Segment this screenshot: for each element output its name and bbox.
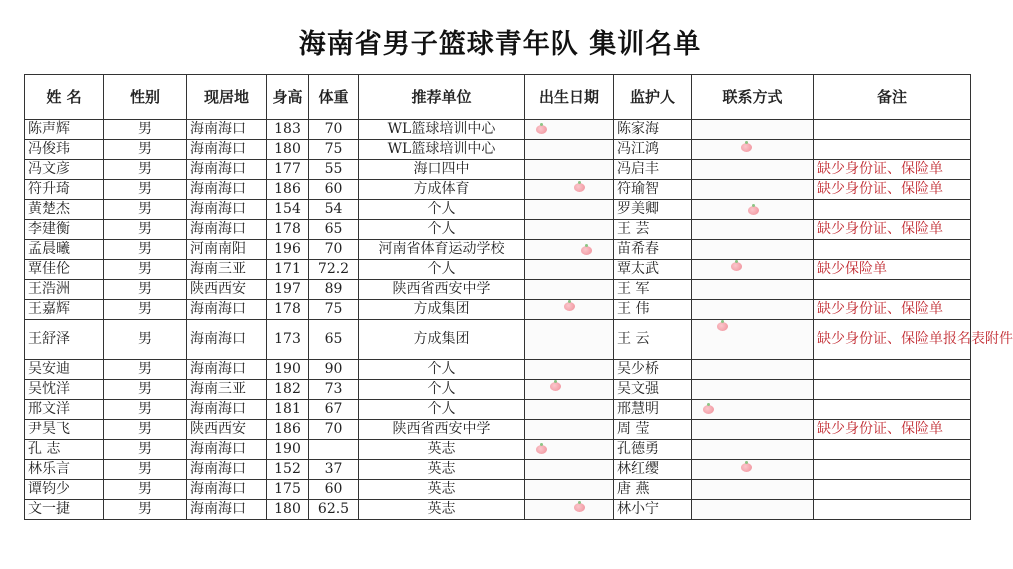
table-row xyxy=(25,260,971,280)
table-row xyxy=(25,240,971,260)
cell-contact-redacted xyxy=(692,160,814,180)
col-header-height: 身高 xyxy=(267,75,309,120)
cell-name: 吴安迪 xyxy=(25,360,104,380)
cell-sex: 男 xyxy=(104,480,187,500)
cell-note: 缺少保险单 xyxy=(814,260,971,280)
cell-height: 177 xyxy=(267,160,309,180)
cell-unit: 个人 xyxy=(359,360,525,380)
cell-note xyxy=(814,240,971,260)
col-header-sex: 性别 xyxy=(104,75,187,120)
cell-note xyxy=(814,440,971,460)
cell-unit: 陕西省西安中学 xyxy=(359,420,525,440)
cell-weight: 60 xyxy=(309,480,359,500)
cell-note: 缺少身份证、保险单 xyxy=(814,220,971,240)
cell-height: 183 xyxy=(267,120,309,140)
cell-unit: 英志 xyxy=(359,440,525,460)
cell-birthdate-redacted xyxy=(525,280,614,300)
cell-contact-redacted xyxy=(692,120,814,140)
cell-residence: 海南海口 xyxy=(187,400,267,420)
cell-unit: 个人 xyxy=(359,400,525,420)
cell-height: 178 xyxy=(267,220,309,240)
cell-guardian: 吴少桥 xyxy=(614,360,692,380)
cell-birthdate-redacted xyxy=(525,320,614,360)
cell-contact-redacted xyxy=(692,260,814,280)
cell-weight: 55 xyxy=(309,160,359,180)
cell-unit: 方成集团 xyxy=(359,320,525,360)
cell-guardian: 冯江鸿 xyxy=(614,140,692,160)
cell-sex: 男 xyxy=(104,280,187,300)
cell-sex: 男 xyxy=(104,440,187,460)
cell-sex: 男 xyxy=(104,360,187,380)
cell-guardian: 符瑜智 xyxy=(614,180,692,200)
cell-residence: 海南海口 xyxy=(187,440,267,460)
cell-guardian: 林小宁 xyxy=(614,500,692,520)
peach-sticker-icon xyxy=(574,183,585,192)
cell-residence: 海南三亚 xyxy=(187,260,267,280)
cell-birthdate-redacted xyxy=(525,300,614,320)
cell-weight: 65 xyxy=(309,220,359,240)
cell-unit: 方成体育 xyxy=(359,180,525,200)
cell-name: 谭钧少 xyxy=(25,480,104,500)
table-row xyxy=(25,200,971,220)
header-row xyxy=(25,75,971,120)
cell-name: 孟晨曦 xyxy=(25,240,104,260)
cell-name: 符升琦 xyxy=(25,180,104,200)
cell-guardian: 王 芸 xyxy=(614,220,692,240)
cell-birthdate-redacted xyxy=(525,440,614,460)
cell-guardian: 陈家海 xyxy=(614,120,692,140)
cell-note xyxy=(814,200,971,220)
cell-birthdate-redacted xyxy=(525,180,614,200)
cell-guardian: 王 伟 xyxy=(614,300,692,320)
cell-unit: 个人 xyxy=(359,200,525,220)
cell-birthdate-redacted xyxy=(525,240,614,260)
col-header-residence: 现居地 xyxy=(187,75,267,120)
table-row xyxy=(25,360,971,380)
cell-unit: 方成集团 xyxy=(359,300,525,320)
cell-contact-redacted xyxy=(692,380,814,400)
cell-residence: 陕西西安 xyxy=(187,280,267,300)
cell-sex: 男 xyxy=(104,320,187,360)
cell-sex: 男 xyxy=(104,460,187,480)
cell-contact-redacted xyxy=(692,140,814,160)
cell-note xyxy=(814,480,971,500)
cell-guardian: 孔德勇 xyxy=(614,440,692,460)
cell-note: 缺少身份证、保险单报名表附件 xyxy=(814,320,971,360)
cell-unit: 河南省体育运动学校 xyxy=(359,240,525,260)
cell-weight: 90 xyxy=(309,360,359,380)
cell-guardian: 覃太武 xyxy=(614,260,692,280)
cell-birthdate-redacted xyxy=(525,460,614,480)
cell-name: 陈声辉 xyxy=(25,120,104,140)
cell-height: 173 xyxy=(267,320,309,360)
col-header-note: 备注 xyxy=(814,75,971,120)
cell-note xyxy=(814,280,971,300)
cell-name: 吴忱洋 xyxy=(25,380,104,400)
cell-birthdate-redacted xyxy=(525,200,614,220)
cell-residence: 海南海口 xyxy=(187,160,267,180)
cell-weight: 65 xyxy=(309,320,359,360)
cell-contact-redacted xyxy=(692,320,814,360)
cell-sex: 男 xyxy=(104,160,187,180)
cell-weight: 73 xyxy=(309,380,359,400)
cell-residence: 海南海口 xyxy=(187,220,267,240)
cell-height: 190 xyxy=(267,440,309,460)
cell-unit: 海口四中 xyxy=(359,160,525,180)
cell-residence: 海南海口 xyxy=(187,360,267,380)
cell-name: 林乐言 xyxy=(25,460,104,480)
cell-birthdate-redacted xyxy=(525,120,614,140)
cell-unit: 英志 xyxy=(359,500,525,520)
cell-weight: 70 xyxy=(309,420,359,440)
cell-height: 190 xyxy=(267,360,309,380)
cell-contact-redacted xyxy=(692,400,814,420)
cell-name: 邢文洋 xyxy=(25,400,104,420)
cell-residence: 海南海口 xyxy=(187,200,267,220)
cell-residence: 海南海口 xyxy=(187,180,267,200)
cell-height: 182 xyxy=(267,380,309,400)
cell-weight: 60 xyxy=(309,180,359,200)
cell-birthdate-redacted xyxy=(525,380,614,400)
cell-height: 175 xyxy=(267,480,309,500)
cell-height: 152 xyxy=(267,460,309,480)
cell-name: 孔 志 xyxy=(25,440,104,460)
cell-note: 缺少身份证、保险单 xyxy=(814,160,971,180)
peach-sticker-icon xyxy=(581,246,592,255)
cell-contact-redacted xyxy=(692,420,814,440)
cell-guardian: 王 云 xyxy=(614,320,692,360)
cell-note xyxy=(814,360,971,380)
cell-weight xyxy=(309,440,359,460)
cell-birthdate-redacted xyxy=(525,500,614,520)
cell-height: 180 xyxy=(267,140,309,160)
cell-height: 178 xyxy=(267,300,309,320)
cell-birthdate-redacted xyxy=(525,260,614,280)
cell-unit: 个人 xyxy=(359,380,525,400)
cell-note xyxy=(814,120,971,140)
cell-birthdate-redacted xyxy=(525,140,614,160)
col-header-unit: 推荐单位 xyxy=(359,75,525,120)
cell-name: 冯俊玮 xyxy=(25,140,104,160)
cell-unit: WL篮球培训中心 xyxy=(359,140,525,160)
cell-sex: 男 xyxy=(104,120,187,140)
cell-guardian: 吴文强 xyxy=(614,380,692,400)
cell-weight: 37 xyxy=(309,460,359,480)
cell-note xyxy=(814,380,971,400)
cell-sex: 男 xyxy=(104,300,187,320)
cell-residence: 海南海口 xyxy=(187,500,267,520)
cell-weight: 70 xyxy=(309,120,359,140)
cell-note xyxy=(814,460,971,480)
table-row xyxy=(25,440,971,460)
cell-sex: 男 xyxy=(104,180,187,200)
cell-name: 尹昊飞 xyxy=(25,420,104,440)
cell-guardian: 罗美卿 xyxy=(614,200,692,220)
cell-weight: 70 xyxy=(309,240,359,260)
cell-birthdate-redacted xyxy=(525,220,614,240)
cell-sex: 男 xyxy=(104,240,187,260)
peach-sticker-icon xyxy=(731,262,742,271)
cell-contact-redacted xyxy=(692,220,814,240)
peach-sticker-icon xyxy=(748,206,759,215)
cell-weight: 72.2 xyxy=(309,260,359,280)
peach-sticker-icon xyxy=(536,445,547,454)
cell-residence: 海南海口 xyxy=(187,140,267,160)
cell-contact-redacted xyxy=(692,200,814,220)
cell-birthdate-redacted xyxy=(525,360,614,380)
cell-sex: 男 xyxy=(104,380,187,400)
cell-note: 缺少身份证、保险单 xyxy=(814,300,971,320)
table-row xyxy=(25,420,971,440)
cell-contact-redacted xyxy=(692,460,814,480)
peach-sticker-icon xyxy=(741,463,752,472)
cell-sex: 男 xyxy=(104,260,187,280)
cell-note xyxy=(814,500,971,520)
peach-sticker-icon xyxy=(550,382,561,391)
cell-contact-redacted xyxy=(692,300,814,320)
cell-residence: 海南海口 xyxy=(187,320,267,360)
cell-sex: 男 xyxy=(104,500,187,520)
cell-unit: WL篮球培训中心 xyxy=(359,120,525,140)
peach-sticker-icon xyxy=(703,405,714,414)
cell-height: 181 xyxy=(267,400,309,420)
cell-name: 王舒泽 xyxy=(25,320,104,360)
cell-name: 覃佳伦 xyxy=(25,260,104,280)
table-row xyxy=(25,300,971,320)
cell-name: 王嘉辉 xyxy=(25,300,104,320)
cell-unit: 个人 xyxy=(359,220,525,240)
cell-weight: 89 xyxy=(309,280,359,300)
table-row xyxy=(25,160,971,180)
cell-name: 王浩洲 xyxy=(25,280,104,300)
col-header-contact: 联系方式 xyxy=(692,75,814,120)
cell-residence: 海南三亚 xyxy=(187,380,267,400)
cell-birthdate-redacted xyxy=(525,420,614,440)
cell-note: 缺少身份证、保险单 xyxy=(814,180,971,200)
cell-unit: 英志 xyxy=(359,460,525,480)
col-header-weight: 体重 xyxy=(309,75,359,120)
cell-unit: 个人 xyxy=(359,260,525,280)
table-row xyxy=(25,480,971,500)
cell-name: 李建衡 xyxy=(25,220,104,240)
peach-sticker-icon xyxy=(564,302,575,311)
cell-guardian: 唐 燕 xyxy=(614,480,692,500)
table-row xyxy=(25,500,971,520)
cell-contact-redacted xyxy=(692,280,814,300)
cell-contact-redacted xyxy=(692,440,814,460)
document-title: 海南省男子篮球青年队 集训名单 xyxy=(298,29,702,60)
cell-unit: 英志 xyxy=(359,480,525,500)
cell-height: 171 xyxy=(267,260,309,280)
peach-sticker-icon xyxy=(741,143,752,152)
table-row xyxy=(25,400,971,420)
cell-weight: 75 xyxy=(309,300,359,320)
cell-weight: 54 xyxy=(309,200,359,220)
cell-guardian: 林红缨 xyxy=(614,460,692,480)
cell-contact-redacted xyxy=(692,240,814,260)
col-header-guardian: 监护人 xyxy=(614,75,692,120)
cell-sex: 男 xyxy=(104,200,187,220)
cell-height: 196 xyxy=(267,240,309,260)
col-header-birthdate: 出生日期 xyxy=(525,75,614,120)
peach-sticker-icon xyxy=(574,503,585,512)
peach-sticker-icon xyxy=(717,322,728,331)
cell-height: 186 xyxy=(267,180,309,200)
cell-weight: 75 xyxy=(309,140,359,160)
cell-sex: 男 xyxy=(104,140,187,160)
cell-height: 154 xyxy=(267,200,309,220)
cell-residence: 海南海口 xyxy=(187,460,267,480)
col-header-name: 姓 名 xyxy=(25,75,104,120)
cell-residence: 海南海口 xyxy=(187,480,267,500)
cell-height: 197 xyxy=(267,280,309,300)
peach-sticker-icon xyxy=(536,125,547,134)
cell-weight: 67 xyxy=(309,400,359,420)
cell-weight: 62.5 xyxy=(309,500,359,520)
cell-guardian: 苗希春 xyxy=(614,240,692,260)
cell-residence: 河南南阳 xyxy=(187,240,267,260)
cell-sex: 男 xyxy=(104,400,187,420)
table-row xyxy=(25,460,971,480)
cell-guardian: 周 莹 xyxy=(614,420,692,440)
table-row xyxy=(25,380,971,400)
cell-name: 黄楚杰 xyxy=(25,200,104,220)
cell-contact-redacted xyxy=(692,180,814,200)
roster-table xyxy=(24,74,1013,520)
cell-height: 180 xyxy=(267,500,309,520)
cell-sex: 男 xyxy=(104,420,187,440)
roster-body xyxy=(25,120,1013,520)
table-row xyxy=(25,320,971,360)
cell-contact-redacted xyxy=(692,360,814,380)
cell-contact-redacted xyxy=(692,480,814,500)
cell-note xyxy=(814,400,971,420)
cell-name: 文一捷 xyxy=(25,500,104,520)
table-row xyxy=(25,180,971,200)
cell-note: 缺少身份证、保险单 xyxy=(814,420,971,440)
cell-contact-redacted xyxy=(692,500,814,520)
table-row xyxy=(25,120,971,140)
cell-name: 冯文彦 xyxy=(25,160,104,180)
cell-birthdate-redacted xyxy=(525,400,614,420)
cell-unit: 陕西省西安中学 xyxy=(359,280,525,300)
cell-birthdate-redacted xyxy=(525,160,614,180)
cell-guardian: 王 军 xyxy=(614,280,692,300)
cell-sex: 男 xyxy=(104,220,187,240)
table-row xyxy=(25,280,971,300)
table-row xyxy=(25,220,971,240)
table-row xyxy=(25,140,971,160)
cell-residence: 陕西西安 xyxy=(187,420,267,440)
cell-note xyxy=(814,140,971,160)
cell-height: 186 xyxy=(267,420,309,440)
cell-residence: 海南海口 xyxy=(187,120,267,140)
cell-residence: 海南海口 xyxy=(187,300,267,320)
cell-birthdate-redacted xyxy=(525,480,614,500)
cell-guardian: 邢慧明 xyxy=(614,400,692,420)
cell-guardian: 冯启丰 xyxy=(614,160,692,180)
